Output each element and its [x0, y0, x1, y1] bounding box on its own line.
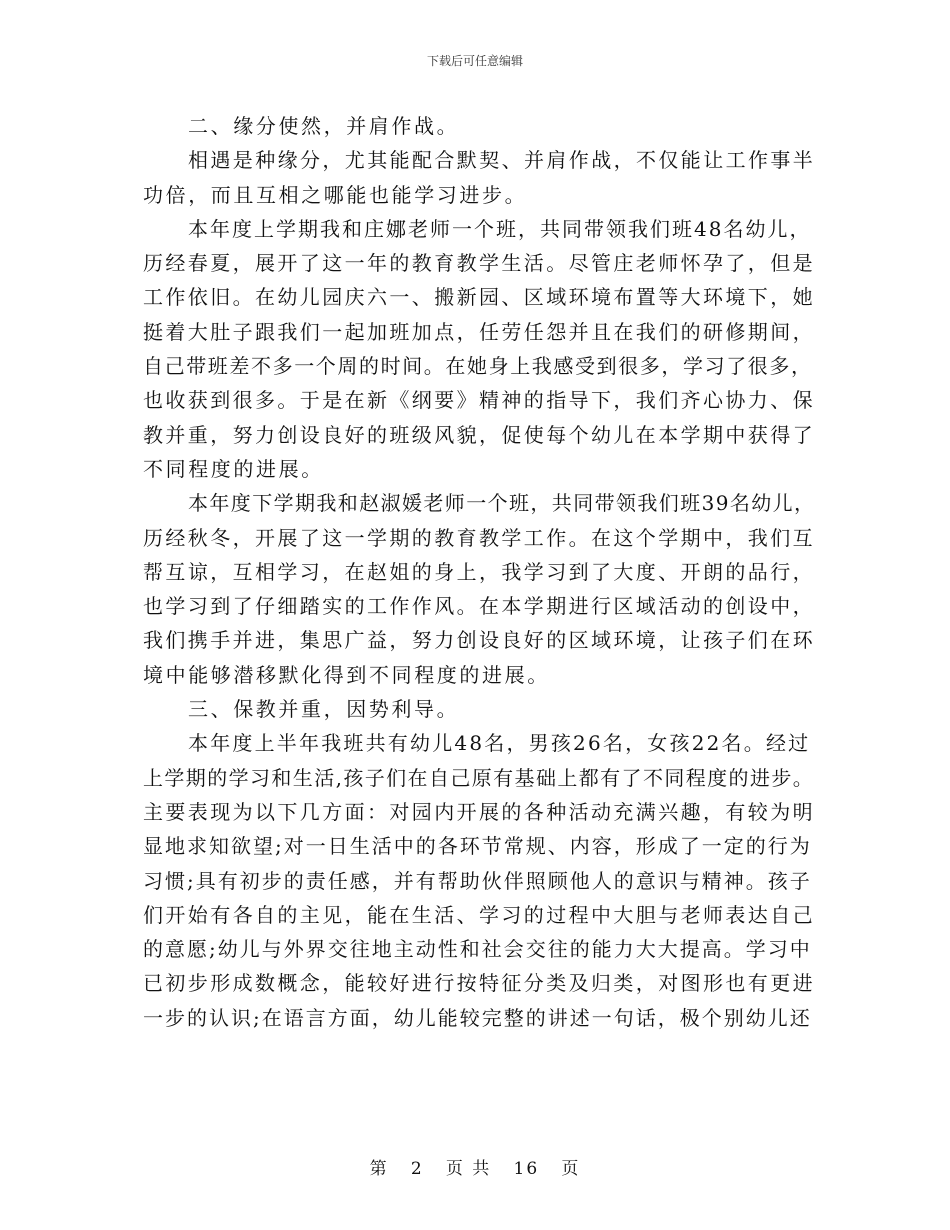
text-line: 二、缘分使然，并肩作战。: [188, 114, 460, 138]
footer-current-page: 2: [410, 1159, 424, 1179]
text-line: 本年度下学期我和赵淑媛老师一个班，共同带领我们班39名幼儿，: [188, 491, 816, 516]
text-line: 我们携手并进，集思广益，努力创设良好的区域环境，让孩子们在环: [143, 628, 815, 653]
text-line: 三、保教并重，因势利导。: [188, 697, 460, 722]
text-line: 历经秋冬，开展了这一学期的教育教学工作。在这个学期中，我们互: [143, 525, 815, 550]
text-line: 工作依旧。在幼儿园庆六一、搬新园、区域环境布置等大环境下，她: [143, 285, 815, 310]
text-line: 已初步形成数概念，能较好进行按特征分类及归类，对图形也有更进: [143, 971, 815, 996]
text-line: 们开始有各自的主见，能在生活、学习的过程中大胆与老师表达自己: [143, 902, 815, 927]
text-line: 的意愿;幼儿与外界交往地主动性和社会交往的能力大大提高。学习中: [143, 937, 812, 962]
text-line: 显地求知欲望;对一日生活中的各环节常规、内容，形成了一定的行为: [143, 834, 812, 859]
text-line: 挺着大肚子跟我们一起加班加点，任劳任怨并且在我们的研修期间，: [143, 319, 815, 344]
footer-total-pages: 16: [513, 1159, 540, 1179]
text-line: 帮互谅，互相学习，在赵姐的身上，我学习到了大度、开朗的品行，: [143, 559, 815, 584]
text-line: 本年度上学期我和庄娜老师一个班，共同带领我们班48名幼儿，: [188, 216, 812, 241]
document-body: [143, 109, 815, 1035]
page-header: [0, 52, 950, 69]
footer-prefix: 第: [369, 1159, 389, 1179]
text-line: 习惯;具有初步的责任感，并有帮助伙伴照顾他人的意识与精神。孩子: [143, 868, 812, 893]
header-text: 下载后可任意编辑: [426, 54, 523, 68]
text-line: 也收获到很多。于是在新《纲要》精神的指导下，我们齐心协力、保: [143, 388, 815, 413]
text-line: 自己带班差不多一个周的时间。在她身上我感受到很多，学习了很多，: [143, 354, 813, 379]
text-line: 境中能够潜移默化得到不同程度的进展。: [143, 662, 550, 687]
footer-middle: 页 共: [445, 1159, 492, 1179]
text-line: 本年度上半年我班共有幼儿48名，男孩26名，女孩22名。经过: [188, 731, 811, 756]
text-line: 不同程度的进展。: [143, 456, 324, 481]
text-line: 上学期的学习和生活,孩子们在自己原有基础上都有了不同程度的进步。: [143, 765, 815, 790]
text-line: 功倍，而且互相之哪能也能学习进步。: [143, 182, 528, 207]
page-footer: [0, 1154, 950, 1179]
text-line: 主要表现为以下几方面：对园内开展的各种活动充满兴趣，有较为明: [143, 799, 815, 824]
text-line: 一步的认识;在语言方面，幼儿能较完整的讲述一句话，极个别幼儿还: [143, 1005, 812, 1030]
text-line: 教并重，努力创设良好的班级风貌，促使每个幼儿在本学期中获得了: [143, 422, 815, 447]
footer-suffix: 页: [561, 1159, 581, 1179]
text-line: 相遇是种缘分，尤其能配合默契、并肩作战，不仅能让工作事半: [188, 148, 816, 173]
text-line: 历经春夏，展开了这一年的教育教学生活。尽管庄老师怀孕了，但是: [143, 251, 815, 276]
text-line: 也学习到了仔细踏实的工作作风。在本学期进行区域活动的创设中，: [143, 594, 815, 619]
